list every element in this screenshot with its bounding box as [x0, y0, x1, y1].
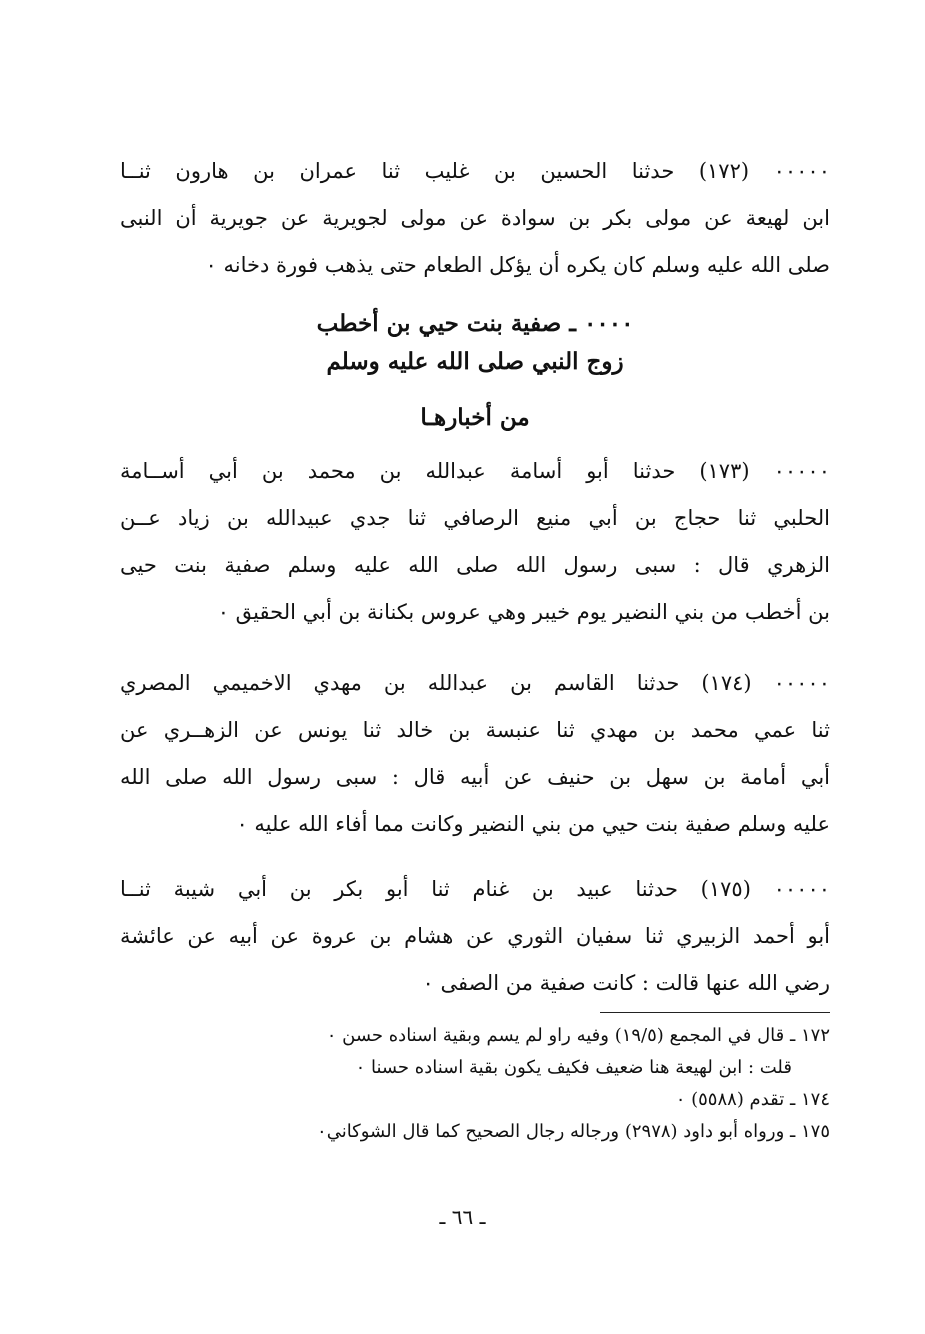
- text-line: أبي أمامة بن سهل بن حنيف عن أبيه قال : سبى رسول الله صلى الله: [120, 765, 830, 789]
- footnote-172: ١٧٢ ـ قال في المجمع (١٩/٥) وفيه راو لم يسم وبقية اسناده حسن ٠: [326, 1025, 830, 1046]
- hadith-172: [120, 148, 830, 289]
- text-line: ابن لهيعة عن مولى بكر بن سوادة عن مولى لجويرية عن جويرية أن النبى: [120, 206, 830, 230]
- chapter-title-line2: زوج النبي صلى الله عليه وسلم: [326, 348, 624, 375]
- footnote-175: ١٧٥ ـ ورواه أبو داود (٢٩٧٨) ورجاله رجال الصحيح كما قال الشوكاني٠: [317, 1121, 830, 1142]
- text-line: الزهري قال : سبى رسول الله صلى الله عليه وسلم صفية بنت حيى: [120, 553, 830, 577]
- footnotes: [120, 1020, 830, 1148]
- text-line: أبو أحمد الزبيري ثنا سفيان الثوري عن هشام بن عروة عن أبيه عن عائشة: [120, 924, 830, 948]
- footnote-172-note: قلت : ابن لهيعة هنا ضعيف فكيف يكون بقية اسناده حسنا ٠: [355, 1057, 792, 1078]
- text-line: ٠٠٠٠٠ (١٧٥) حدثنا عبيد بن غنام ثنا أبو بكر بن أبي شيبة ثنــا: [120, 877, 830, 901]
- page-number: ـ ٦٦ ـ: [439, 1205, 486, 1229]
- text-line: رضي الله عنها قالت : كانت صفية من الصفى ٠: [422, 971, 830, 995]
- text-line: ثنا عمي محمد بن مهدي ثنا عنبسة بن خالد ثنا يونس عن الزهــري عن: [120, 718, 830, 742]
- footnote-174: ١٧٤ ـ تقدم (٥٥٨٨) ٠: [675, 1089, 830, 1110]
- text-line: عليه وسلم صفية بنت حيي من بني النضير وكانت مما أفاء الله عليه ٠: [236, 812, 830, 836]
- section-heading: من أخبارهـا: [420, 404, 530, 431]
- hadith-173: [120, 448, 830, 636]
- hadith-174: [120, 660, 830, 848]
- text-line: الحلبي ثنا حجاج بن أبي منيع الرصافي ثنا جدي عبيدالله بن زياد عــن: [120, 506, 830, 530]
- text-line: ٠٠٠٠٠ (١٧٣) حدثنا أبو أسامة عبدالله بن محمد بن أبي أســامة: [120, 459, 830, 483]
- text-line: صلى الله عليه وسلم كان يكره أن يؤكل الطعام حتى يذهب فورة دخانه ٠: [205, 253, 830, 277]
- footnote-separator: [600, 1012, 830, 1013]
- hadith-175: [120, 866, 830, 1007]
- text-line: ٠٠٠٠٠ (١٧٢) حدثنا الحسين بن غليب ثنا عمران بن هارون ثنــا: [120, 159, 830, 183]
- chapter-title-line1: ٠٠٠٠ ـ صفية بنت حيي بن أخطب: [316, 310, 634, 337]
- text-line: بن أخطب من بني النضير يوم خيبر وهي عروس بكنانة بن أبي الحقيق ٠: [217, 600, 830, 624]
- text-line: ٠٠٠٠٠ (١٧٤) حدثنا القاسم بن عبدالله بن مهدي الاخميمي المصري: [120, 671, 830, 695]
